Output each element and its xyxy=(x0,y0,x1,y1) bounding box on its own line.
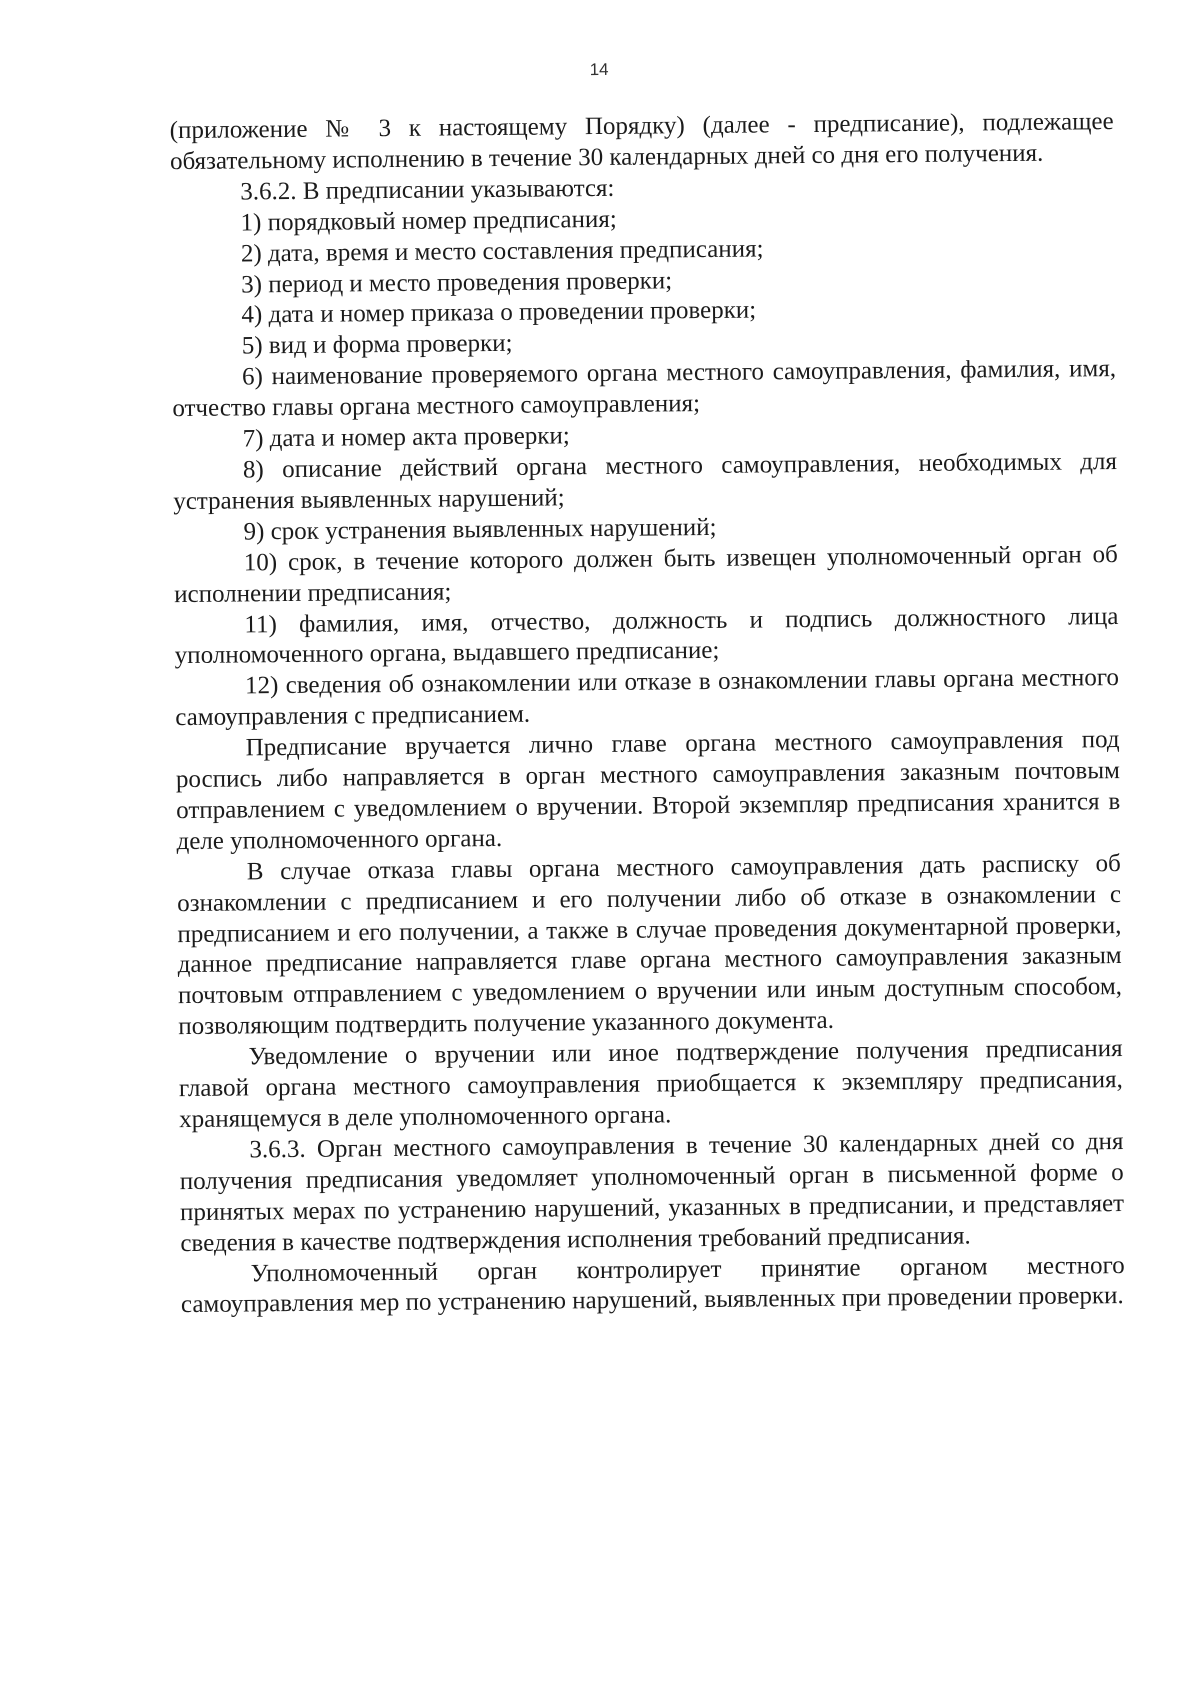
paragraph: (приложение № 3 к настоящему Порядку) (далее - предписание), подлежащее обязательному исполнению в течение 30 календарных дней со дня его получения. xyxy=(169,108,1114,176)
list-item: 5) вид и форма проверки; xyxy=(241,330,513,360)
list-item: 7) дата и номер акта проверки; xyxy=(242,422,570,453)
paragraph: В случае отказа главы органа местного самоуправления дать расписку об ознакомлении с предписанием и его получении либо об отказе в ознакомлении с предписанием и его получении, а также в случае проведения документарной проверки, данное предписание направляется главе органа местного самоуправления заказным почтовым отправлением с уведомлением о вручении или иным доступным способом, позволяющим подтвердить получение указанного документа. xyxy=(176,849,1123,1041)
page-number: 14 xyxy=(589,59,609,80)
paragraph: Уполномоченный орган контролирует принятие органом местного самоуправления мер по устранению нарушений, выявленных при проведении проверки. xyxy=(180,1251,1125,1319)
list-item: 11) фамилия, имя, отчество, должность и подпись должностного лица уполномоченного органа, выдавшего предписание; xyxy=(174,602,1119,670)
list-item: 1) порядковый номер предписания; xyxy=(240,205,617,237)
list-item: 4) дата и номер приказа о проведении проверки; xyxy=(241,296,757,329)
section-heading-3-6-2: 3.6.2. В предписании указываются: xyxy=(240,174,615,206)
paragraph: Уведомление о вручении или иное подтверждение получения предписания главой органа местного самоуправления приобщается к экземпляру предписания, хранящемуся в деле уполномоченного органа. xyxy=(178,1035,1123,1134)
list-item: 6) наименование проверяемого органа местного самоуправления, фамилия, имя, отчество главы органа местного самоуправления; xyxy=(172,355,1117,423)
list-item: 2) дата, время и место составления предписания; xyxy=(240,235,764,268)
document-body xyxy=(170,107,1126,1321)
list-item: 8) описание действий органа местного самоуправления, необходимых для устранения выявленных нарушений; xyxy=(173,448,1118,515)
list-item: 3) период и место проведения проверки; xyxy=(241,266,673,298)
list-item: 12) сведения об ознакомлении или отказе в ознакомлении главы органа местного самоуправления с предписанием. xyxy=(175,664,1120,732)
list-item: 9) срок устранения выявленных нарушений; xyxy=(243,513,717,546)
list-item: 10) срок, в течение которого должен быть извещен уполномоченный орган об исполнении предписания; xyxy=(174,540,1118,608)
paragraph: Предписание вручается лично главе органа местного самоуправления под роспись либо направляется в орган местного самоуправления заказным почтовым отправлением с уведомлением о вручении. Второй экземпляр предписания хранится в деле уполномоченного органа. xyxy=(175,726,1121,855)
section-paragraph-3-6-3: 3.6.3. Орган местного самоуправления в течение 30 календарных дней со дня получения предписания уведомляет уполномоченный орган в письменной форме о принятых мерах по устранению нарушений, указанных в предписании, и представляет сведения в качестве подтверждения исполнения требований предписания. xyxy=(179,1127,1125,1257)
